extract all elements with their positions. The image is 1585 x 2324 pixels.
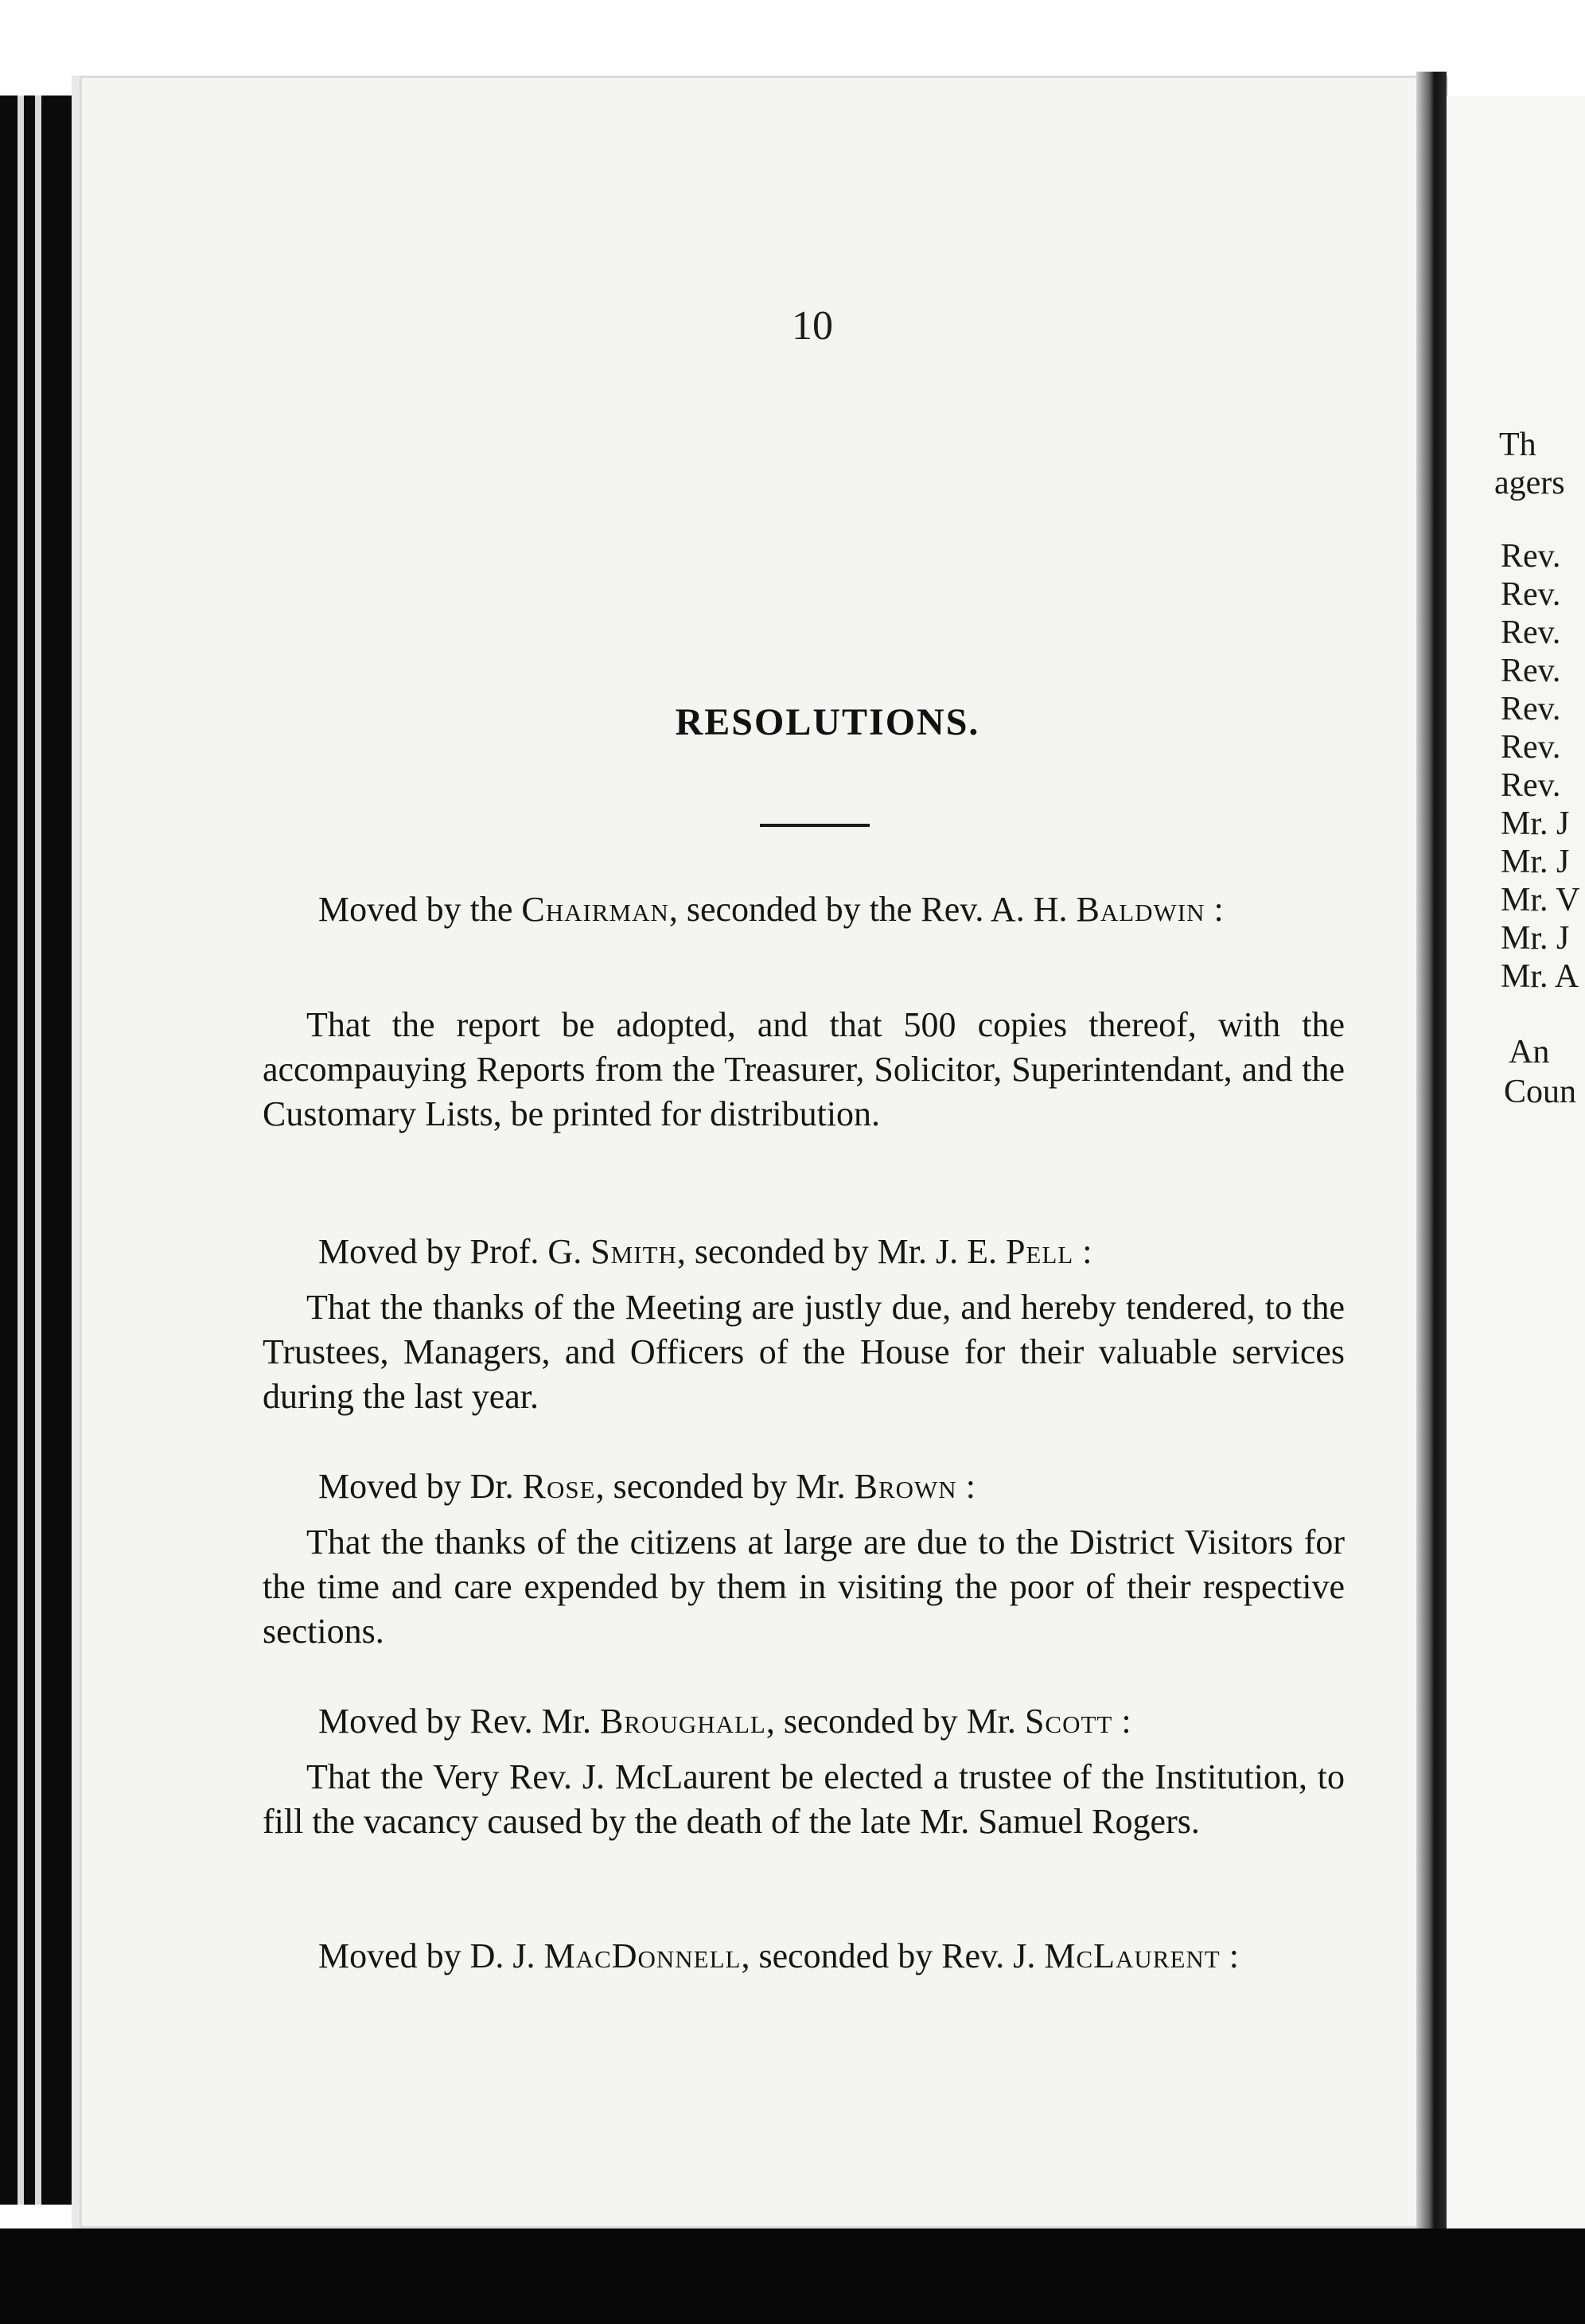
motion-line: [263, 1699, 1345, 1744]
seconder-name: Scott: [1024, 1702, 1113, 1741]
page-number: 10: [792, 303, 833, 349]
facing-page-fragment: Coun: [1504, 1074, 1577, 1110]
motion-prefix: Moved by the: [318, 890, 522, 929]
mover-name: Rose: [522, 1467, 596, 1506]
facing-page: [1447, 96, 1585, 2236]
facing-page-fragment: Th: [1499, 427, 1536, 463]
seconder-name: Baldwin: [1076, 890, 1205, 929]
facing-page-fragment: Rev.: [1501, 614, 1561, 651]
facing-page-fragment: Rev.: [1501, 653, 1561, 689]
motion-prefix: Moved by Prof. G.: [318, 1232, 591, 1271]
motion-suffix: :: [1205, 890, 1224, 929]
facing-page-fragment: agers: [1494, 465, 1565, 501]
facing-page-fragment: Mr. A: [1501, 958, 1579, 995]
motion-suffix: :: [1112, 1702, 1131, 1741]
page-edge-strip: [18, 96, 24, 2205]
seconded-prefix: , seconded by Mr.: [595, 1467, 855, 1506]
motion-suffix: :: [1073, 1232, 1092, 1271]
page-title: RESOLUTIONS.: [675, 701, 980, 743]
motion-prefix: Moved by D. J.: [318, 1936, 544, 1975]
facing-page-fragment: Mr. J: [1501, 920, 1570, 957]
motion-suffix: :: [1220, 1936, 1239, 1975]
facing-page-fragment: Rev.: [1501, 538, 1561, 575]
facing-page-fragment: Rev.: [1501, 576, 1561, 613]
seconded-prefix: , seconded by Mr.: [765, 1702, 1025, 1741]
motion-prefix: Moved by Dr.: [318, 1467, 523, 1506]
seconder-name: Brown: [854, 1467, 957, 1506]
facing-page-fragment: Mr. V: [1501, 882, 1580, 918]
resolution-text: That the thanks of the Meeting are justly due, and hereby tendered, to the Trustees, Managers, and Officers of the House for their valuable services during the last year.: [263, 1288, 1345, 1416]
facing-page-fragment: Mr. J: [1501, 844, 1570, 880]
page-edge-strip: [35, 96, 41, 2205]
left-page: [72, 76, 1448, 2228]
mover-name: Chairman: [521, 890, 669, 929]
bottom-margin: [0, 2228, 1585, 2324]
resolution-text: That the thanks of the citizens at large are due to the District Visitors for the time and care expended by them in visiting the poor of their respective sections.: [263, 1523, 1345, 1651]
motion-line: [263, 1934, 1345, 1979]
facing-page-fragment: An: [1509, 1034, 1550, 1070]
seconder-name: McLaurent: [1044, 1936, 1221, 1975]
title-divider: [760, 824, 870, 827]
resolution-text: That the report be adopted, and that 500 copies thereof, with the accompauying Reports from the Treasurer, Solicitor, Superintendant, and the Customary Lists, be printed for distribution.: [263, 1005, 1345, 1133]
seconded-prefix: , seconded by Rev. J.: [741, 1936, 1045, 1975]
mover-name: MacDonnell: [543, 1936, 742, 1975]
motion-suffix: :: [956, 1467, 976, 1506]
book-spine: [1416, 72, 1447, 2236]
mover-name: Smith: [590, 1232, 677, 1271]
resolution-text: That the Very Rev. J. McLaurent be elected a trustee of the Institution, to fill the vacancy caused by the death of the late Mr. Samuel Rogers.: [263, 1757, 1345, 1841]
seconded-prefix: , seconded by Mr. J. E.: [676, 1232, 1006, 1271]
top-margin: [0, 0, 1585, 76]
seconded-prefix: , seconded by the Rev. A. H.: [668, 890, 1077, 929]
facing-page-fragment: Rev.: [1501, 729, 1561, 766]
seconder-name: Pell: [1005, 1232, 1074, 1271]
motion-line: [263, 887, 1345, 932]
facing-page-fragment: Rev.: [1501, 691, 1561, 727]
mover-name: Broughall: [600, 1702, 766, 1741]
facing-page-fragment: Rev.: [1501, 767, 1561, 804]
motion-line: [263, 1464, 1345, 1509]
motion-line: [263, 1230, 1345, 1274]
facing-page-fragment: Mr. J: [1501, 805, 1570, 842]
motion-prefix: Moved by Rev. Mr.: [318, 1702, 601, 1741]
